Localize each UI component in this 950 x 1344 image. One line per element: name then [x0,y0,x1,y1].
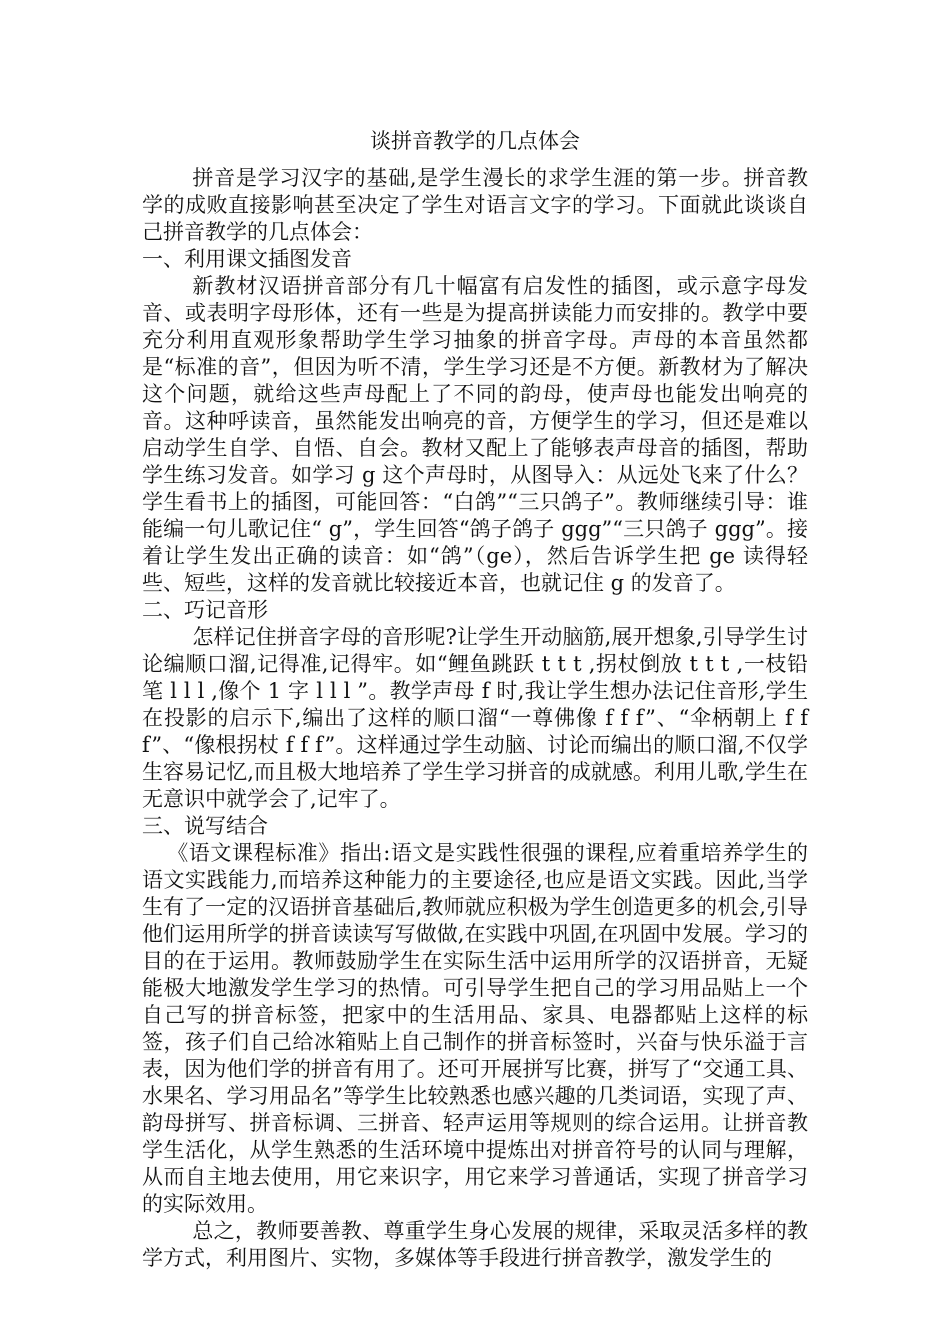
section-heading-2: 二、巧记音形 [142,598,268,622]
intro-paragraph: 拼音是学习汉字的基础,是学生漫长的求学生涯的第一步。拼音教学的成败直接影响甚至决定了学生对语言文字的学习。下面就此谈谈自己拼音教学的几点体会： [142,166,808,244]
conclusion-paragraph: 总之，教师要善教、尊重学生身心发展的规律，采取灵活多样的教学方式，利用图片、实物，多媒体等手段进行拼音教学，激发学生的 [142,1219,808,1270]
section-body-1: 新教材汉语拼音部分有几十幅富有启发性的插图，或示意字母发音、或表明字母形体，还有一些是为提高拼读能力而安排的。教学中要充分利用直观形象帮助学生学习抽象的拼音字母。声母的本音虽然都是“标准的音”，但因为听不清，学生学习还是不方便。新教材为了解决这个问题，就给这些声母配上了不同的韵母，使声母也能发出响亮的音。这种呼读音，虽然能发出响亮的音，方便学生的学习，但还是难以启动学生自学、自悟、自会。教材又配上了能够表声母音的插图，帮助学生练习发音。如学习 g 这个声母时，从图导入：从远处飞来了什么？学生看书上的插图，可能回答：“白鸽”“三只鸽子”。教师继续引导：谁能编一句儿歌记住“ g”，学生回答“鸽子鸽子 ggg”“三只鸽子 ggg”。接着让学生发出正确的读音：如“鸽”（ge），然后告诉学生把 ge 读得轻些、短些，这样的发音就比较接近本音，也就记住 g 的发音了。 [142,274,808,595]
section-body-2: 怎样记住拼音字母的音形呢?让学生开动脑筋,展开想象,引导学生讨论编顺口溜,记得准,记得牢。如“鲤鱼跳跃 t t t ,拐杖倒放 t t t ,一枝铅笔 l l l ,像个 1 字 l l l ”。教学声母 f 时,我让学生想办法记住音形,学生在投影的启示下,编出了这样的顺口溜“一尊佛像 f f f”、“伞柄朝上 f f f”、“像根拐杖 f f f”。这样通过学生动脑、讨论而编出的顺口溜,不仅学生容易记忆,而且极大地培养了学生学习拼音的成就感。利用儿歌,学生在无意识中就学会了,记牢了。 [142,625,808,811]
document-title: 谈拼音教学的几点体会 [370,129,580,153]
section-heading-3: 三、说写结合 [142,814,268,838]
section-heading-1: 一、利用课文插图发音 [142,247,352,271]
section-body-3: 《语文课程标准》指出:语文是实践性很强的课程,应着重培养学生的语文实践能力,而培养这种能力的主要途径,也应是语文实践。因此,当学生有了一定的汉语拼音基础后,教师就应积极为学生创造更多的机会,引导他们运用所学的拼音读读写写做做,在实践中巩固,在巩固中发展。学习的目的在于运用。教师鼓励学生在实际生活中运用所学的汉语拼音，无疑能极大地激发学生学习的热情。可引导学生把自己的学习用品贴上一个自己写的拼音标签，把家中的生活用品、家具、电器都贴上这样的标签，孩子们自己给冰箱贴上自己制作的拼音标签时，兴奋与快乐溢于言表，因为他们学的拼音有用了。还可开展拼写比赛，拼写了“交通工具、水果名、学习用品名”等学生比较熟悉也感兴趣的几类词语，实现了声、韵母拼写、拼音标调、三拼音、轻声运用等规则的综合运用。让拼音教学生活化，从学生熟悉的生活环境中提炼出对拼音符号的认同与理解，从而自主地去使用，用它来识字，用它来学习普通话，实现了拼音学习的实际效用。 [142,841,808,1216]
